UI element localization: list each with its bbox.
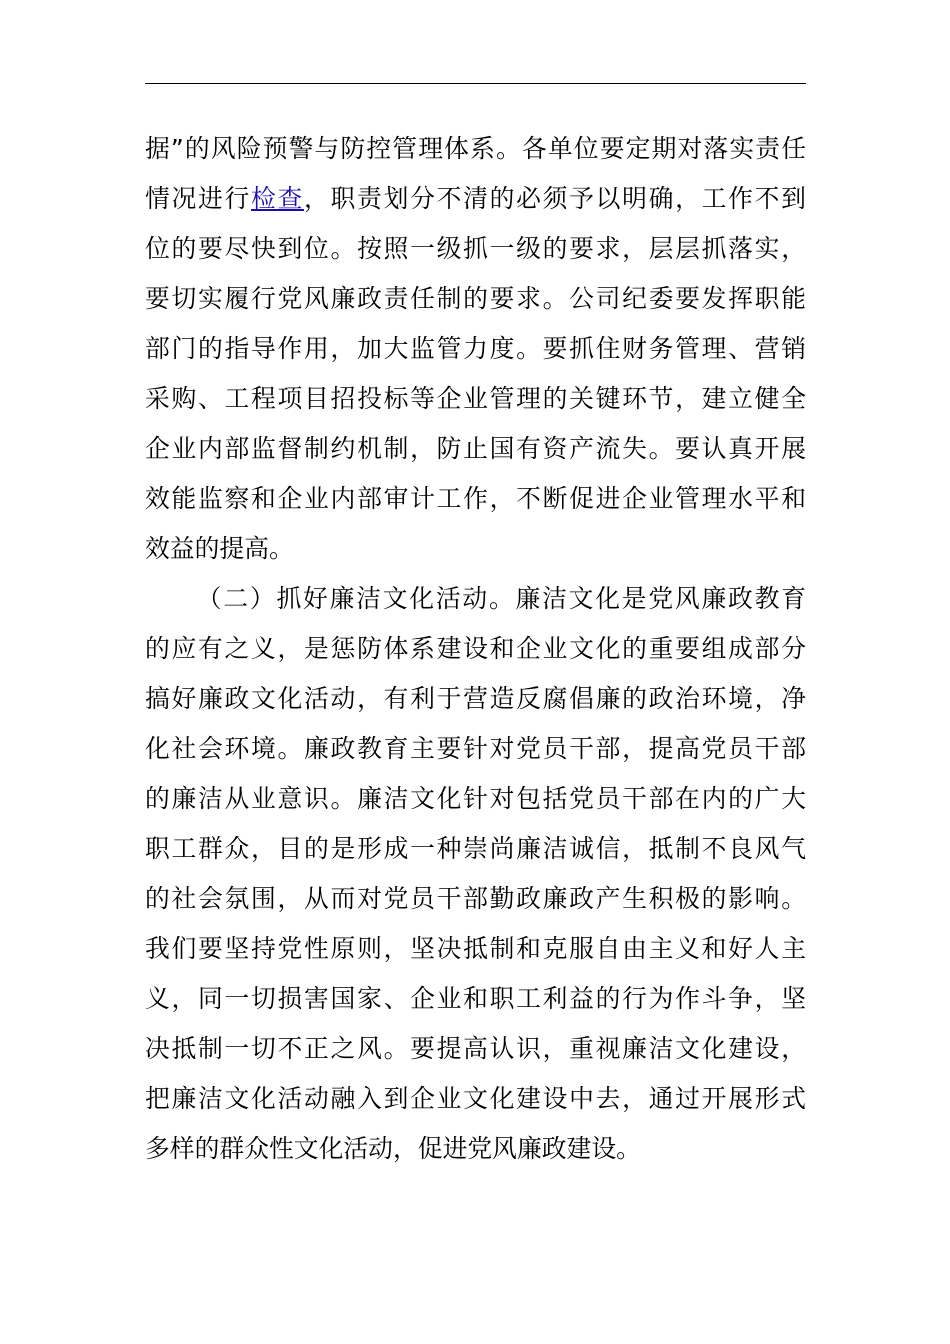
text-line: 我们要坚持党性原则，坚决抵制和克服自由主义和好人主 bbox=[145, 934, 806, 963]
text-line: 把廉洁文化活动融入到企业文化建设中去，通过开展形式 bbox=[145, 1084, 806, 1113]
text-line: 采购、工程项目招投标等企业管理的关键环节，建立健全 bbox=[145, 384, 806, 413]
text-line: 职工群众，目的是形成一种崇尚廉洁诚信，抵制不良风气 bbox=[145, 834, 806, 863]
text-line: 效能监察和企业内部审计工作，不断促进企业管理水平和 bbox=[145, 484, 806, 513]
text-line: 效益的提高。 bbox=[145, 534, 294, 563]
text-line: 要切实履行党风廉政责任制的要求。公司纪委要发挥职能 bbox=[145, 284, 806, 313]
text-line: 化社会环境。廉政教育主要针对党员干部，提高党员干部 bbox=[145, 734, 806, 763]
text-line bbox=[145, 174, 806, 224]
check-link[interactable]: 检查 bbox=[251, 184, 305, 213]
text-segment: 情况进行 bbox=[145, 184, 252, 213]
document-body bbox=[145, 124, 806, 1174]
text-line: 多样的群众性文化活动，促进党风廉政建设。 bbox=[145, 1134, 641, 1163]
text-line: 的廉洁从业意识。廉洁文化针对包括党员干部在内的广大 bbox=[145, 784, 806, 813]
paragraph-1 bbox=[145, 124, 806, 574]
text-line: 据”的风险预警与防控管理体系。各单位要定期对落实责任 bbox=[145, 134, 806, 163]
header-rule bbox=[145, 83, 806, 84]
text-line bbox=[145, 574, 806, 624]
text-line: 企业内部监督制约机制，防止国有资产流失。要认真开展 bbox=[145, 434, 806, 463]
text-line: 的应有之义，是惩防体系建设和企业文化的重要组成部分 bbox=[145, 634, 806, 663]
text-line: 的社会氛围，从而对党员干部勤政廉政产生积极的影响。 bbox=[145, 884, 806, 913]
paragraph-2 bbox=[145, 574, 806, 1174]
text-line: 位的要尽快到位。按照一级抓一级的要求，层层抓落实， bbox=[145, 234, 806, 263]
text-line: 部门的指导作用，加大监管力度。要抓住财务管理、营销 bbox=[145, 334, 806, 363]
text-line: 搞好廉政文化活动，有利于营造反腐倡廉的政治环境，净 bbox=[145, 684, 806, 713]
text-line: 义，同一切损害国家、企业和职工利益的行为作斗争，坚 bbox=[145, 984, 806, 1013]
text-line: 决抵制一切不正之风。要提高认识，重视廉洁文化建设， bbox=[145, 1034, 806, 1063]
text-segment: （二）抓好廉洁文化活动。廉洁文化是党风廉政教育 bbox=[195, 584, 806, 613]
text-segment: ，职责划分不清的必须予以明确，工作不到 bbox=[304, 184, 806, 213]
